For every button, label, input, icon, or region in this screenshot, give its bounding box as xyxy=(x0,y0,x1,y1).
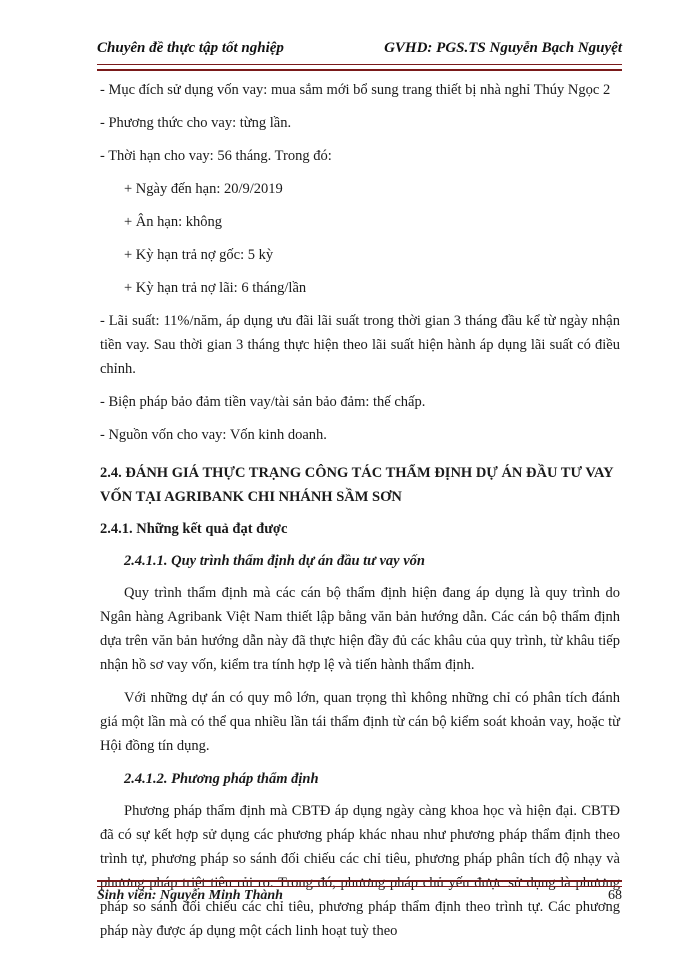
header-supervisor: GVHD: PGS.TS Nguyễn Bạch Nguyệt xyxy=(384,40,622,56)
paragraph-large-projects: Với những dự án có quy mô lớn, quan trọng thì không những chỉ có phân tích đánh giá một lần mà có thể qua nhiều lần tái thẩm định từ cán bộ kiểm soát khoản vay, hoặc từ Hội đồng tín dụng. xyxy=(100,690,620,754)
page-header xyxy=(97,40,622,62)
footer-student: Sinh viên: Nguyễn Minh Thành xyxy=(97,888,283,903)
section-heading-2-4-1-1: 2.4.1.1. Quy trình thẩm định dự án đầu tư vay vốn xyxy=(124,553,425,569)
section-heading-2-4: 2.4. ĐÁNH GIÁ THỰC TRẠNG CÔNG TÁC THẨM ĐỊNH DỰ ÁN ĐẦU TƯ VAY VỐN TẠI AGRIBANK CHI NHÁNH SẦM SƠN xyxy=(100,465,614,505)
paragraph-grace-period: + Ân hạn: không xyxy=(124,214,222,230)
paragraph-loan-term: - Thời hạn cho vay: 56 tháng. Trong đó: xyxy=(100,148,332,164)
footer-divider xyxy=(97,880,622,887)
paragraph-loan-purpose: - Mục đích sử dụng vốn vay: mua sắm mới bổ sung trang thiết bị nhà nghỉ Thúy Ngọc 2 xyxy=(100,82,611,98)
paragraph-methods: Phương pháp thẩm định mà CBTĐ áp dụng ngày càng khoa học và hiện đại. CBTĐ đã có sự kết hợp sử dụng các phương pháp khác nhau như phương pháp thẩm định theo trình tự, phương pháp so sánh đối chiếu các chỉ tiêu, phương pháp phân tích độ nhạy và phương pháp triệt tiêu rủi ro. Trong đó, phương pháp chủ yếu được sử dụng là phương pháp so sánh đối chiếu các chỉ tiêu, phương pháp thẩm định theo trình tự. Các phương pháp này được áp dụng một cách linh hoạt tuỳ theo xyxy=(100,803,620,939)
section-heading-2-4-1-2: 2.4.1.2. Phương pháp thẩm định xyxy=(124,771,319,787)
paragraph-due-date: + Ngày đến hạn: 20/9/2019 xyxy=(124,181,283,197)
paragraph-loan-source: - Nguồn vốn cho vay: Vốn kinh doanh. xyxy=(100,427,327,443)
paragraph-collateral: - Biện pháp bảo đảm tiền vay/tài sản bảo đảm: thế chấp. xyxy=(100,394,426,410)
paragraph-interest-term: + Kỳ hạn trả nợ lãi: 6 tháng/lần xyxy=(124,280,307,296)
page-footer xyxy=(97,888,622,910)
paragraph-principal-term: + Kỳ hạn trả nợ gốc: 5 kỳ xyxy=(124,247,274,263)
header-divider xyxy=(97,64,622,71)
document-body xyxy=(100,78,620,952)
section-heading-2-4-1: 2.4.1. Những kết quả đạt được xyxy=(100,521,288,537)
page-number: 68 xyxy=(608,888,622,903)
paragraph-loan-method: - Phương thức cho vay: từng lần. xyxy=(100,115,292,131)
paragraph-process: Quy trình thẩm định mà các cán bộ thẩm định hiện đang áp dụng là quy trình do Ngân hàng Agribank Việt Nam thiết lập bằng văn bản hướng dẫn. Các cán bộ thẩm định dựa trên văn bản hướng dẫn này đã thực hiện đầy đủ các khâu của quy trình, từ khâu tiếp nhận hồ sơ vay vốn, kiểm tra tính hợp lệ và tiến hành thẩm định. xyxy=(100,585,620,673)
header-title: Chuyên đề thực tập tốt nghiệp xyxy=(97,40,284,56)
paragraph-interest-rate: - Lãi suất: 11%/năm, áp dụng ưu đãi lãi suất trong thời gian 3 tháng đầu kể từ ngày nhận tiền vay. Sau thời gian 3 tháng thực hiện theo lãi suất hiện hành áp dụng lãi suất có điều chỉnh. xyxy=(100,313,620,377)
